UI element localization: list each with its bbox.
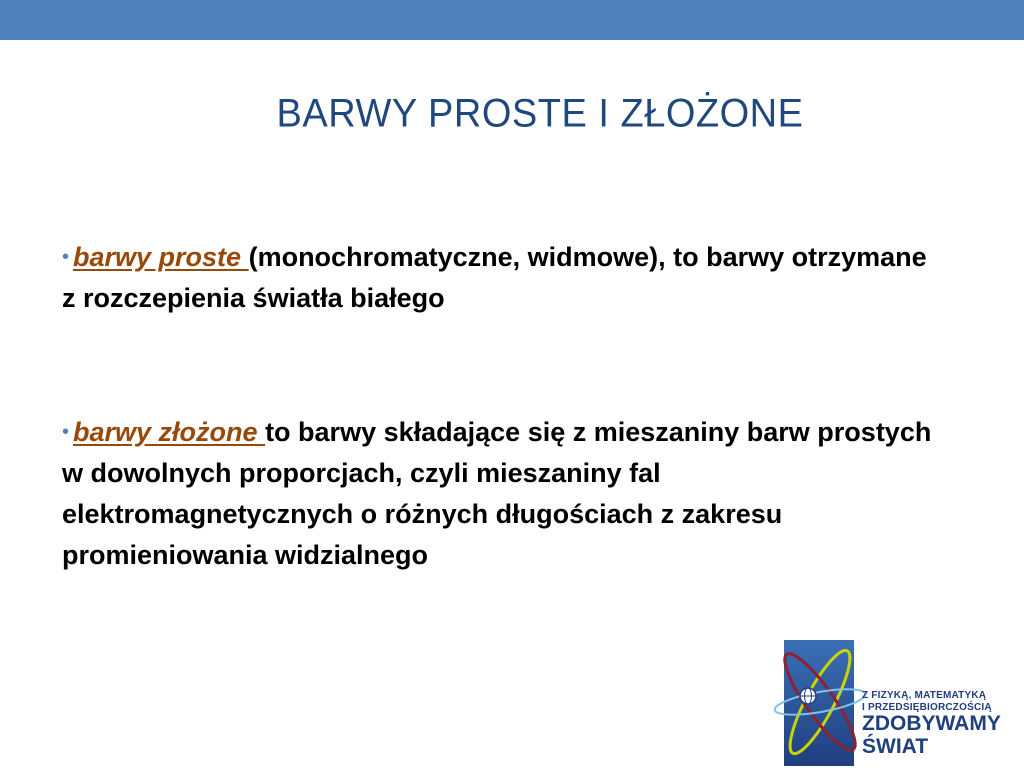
bullet-dot-icon: •	[62, 421, 70, 443]
bullet-text-complex-colors: to barwy składające się z mieszaniny barw prostych w dowolnych proporcjach, czyli mieszaniny fal elektromagnetycznych o różnych długościach z zakresu promieniowania widzialnego	[62, 417, 932, 570]
term-simple-colors: barwy proste	[73, 242, 249, 272]
logo-line-2: I PRZEDSIĘBIORCZOŚCIĄ	[862, 702, 992, 713]
bullet-item-complex-colors	[62, 412, 942, 576]
top-accent-bar	[0, 0, 1024, 40]
slide-title: BARWY PROSTE I ZŁOŻONE	[276, 91, 804, 137]
bullet-item-simple-colors	[62, 237, 942, 319]
logo-line-3: ZDOBYWAMY	[862, 712, 1001, 735]
logo-line-1: Z FIZYKĄ, MATEMATYKĄ	[862, 690, 987, 701]
bullet-text-simple-colors: (monochromatyczne, widmowe), to barwy otrzymane z rozczepienia światła białego	[62, 242, 927, 313]
logo-line-4: ŚWIAT	[862, 735, 929, 758]
term-complex-colors: barwy złożone	[73, 417, 266, 447]
bullet-dot-icon: •	[62, 246, 70, 268]
